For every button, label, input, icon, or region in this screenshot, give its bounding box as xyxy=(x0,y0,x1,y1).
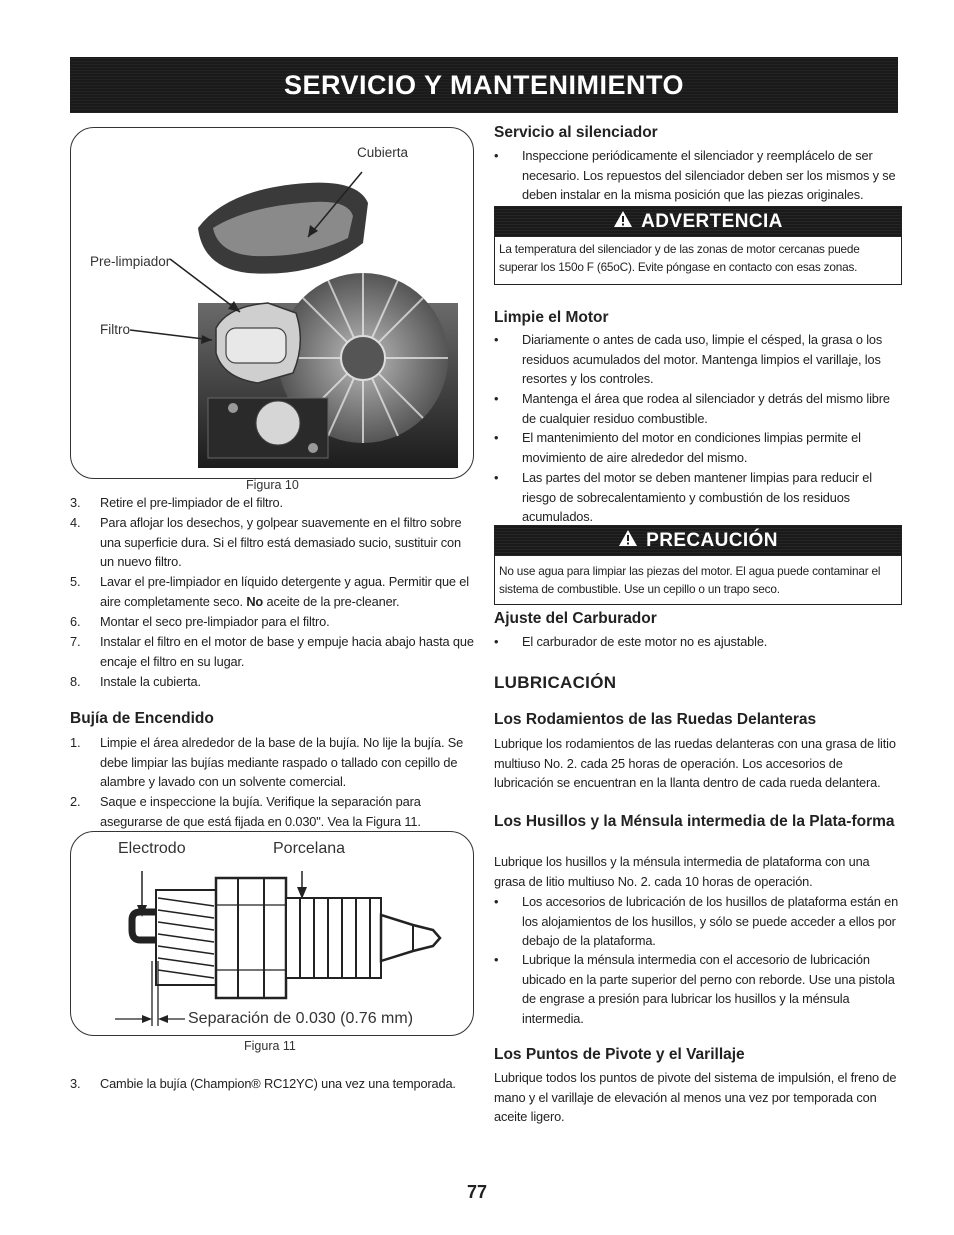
advertencia-header xyxy=(495,207,901,237)
step-3: 3. Retire el pre-limpiador de el filtro. xyxy=(70,495,283,510)
label-cubierta: Cubierta xyxy=(357,145,409,160)
motor-bullet-3: • El mantenimiento del motor en condiciones limpias permite el movimiento de aire alrededor del mismo. xyxy=(494,430,861,465)
label-porcelana: Porcelana xyxy=(273,840,346,857)
bujia-step-2: 2. Saque e inspeccione la bujía. Verifique la separación para asegurarse de que está fijada en 0.030". Vea la Figura 11. xyxy=(70,794,421,829)
silenciador-heading: Servicio al silenciador xyxy=(494,124,658,141)
step-6: 6. Montar el seco pre-limpiador para el filtro. xyxy=(70,614,330,629)
carburador-bullet: • El carburador de este motor no es ajustable. xyxy=(494,634,768,649)
step-5: 5. Lavar el pre-limpiador en líquido detergente y agua. Permitir que el aire completamente seco. No aceite de la pre-cleaner. xyxy=(70,574,469,609)
silenciador-bullet: • Inspeccione periódicamente el silenciador y reemplácelo de ser necesario. Los repuestos del silenciador deben ser los mismos y se deben instalar en la misma posición que las piezas originales. xyxy=(494,148,896,202)
precaucion-title: PRECAUCIÓN xyxy=(646,530,778,551)
rodamientos-heading: Los Rodamientos de las Ruedas Delanteras xyxy=(494,711,817,728)
motor-bullet-4: • Las partes del motor se deben mantener limpias para reducir el riesgo de sobrecalentamiento y combustión de los residuos acumulados. xyxy=(494,470,872,524)
carburador-heading: Ajuste del Carburador xyxy=(494,610,657,627)
bujia-step-1: 1. Limpie el área alrededor de la base de la bujía. No lije la bujía. Se debe limpiar las bujías mediante raspado o tallado con cepillo de alambre y lavado con un solvente comercial. xyxy=(70,735,464,789)
caution-triangle-icon xyxy=(618,529,638,553)
pivote-heading: Los Puntos de Pivote y el Varillaje xyxy=(494,1046,745,1063)
bujia-step-3: 3. Cambie la bujía (Champion® RC12YC) una vez una temporada. xyxy=(70,1076,456,1091)
advertencia-text: La temperatura del silenciador y de las zonas de motor cercanas puede superar los 150o F (65oC). Evite póngase en contacto con esas zonas. xyxy=(499,242,860,274)
precaucion-header xyxy=(495,526,901,556)
bujia-heading: Bujía de Encendido xyxy=(70,710,214,727)
figure-10-arrows xyxy=(70,127,470,477)
label-filtro: Filtro xyxy=(100,322,130,337)
warning-triangle-icon xyxy=(613,210,633,234)
advertencia-title: ADVERTENCIA xyxy=(641,211,783,232)
pivote-text: Lubrique todos los puntos de pivote del sistema de impulsión, el freno de mano y el varillaje de elevación al menos una vez por temporada con aceite ligero. xyxy=(494,1070,897,1124)
step-8: 8. Instale la cubierta. xyxy=(70,674,201,689)
label-prelimpiador: Pre-limpiador xyxy=(90,254,171,269)
husillos-heading: Los Husillos y la Ménsula intermedia de la Plata-forma xyxy=(494,813,895,830)
label-electrodo: Electrodo xyxy=(118,840,186,857)
label-separacion: Separación de 0.030 (0.76 mm) xyxy=(188,1010,414,1027)
advertencia-box xyxy=(494,206,902,285)
figure-11-arrows xyxy=(70,831,470,1031)
motor-bullet-2: • Mantenga el área que rodea al silenciador y detrás del mismo libre de cualquier residuo combustible. xyxy=(494,391,890,426)
precaucion-text: No use agua para limpiar las piezas del motor. El agua puede contaminar el sistema de combustible. Use un cepillo o un trapo seco. xyxy=(499,564,881,596)
banner-title: SERVICIO Y MANTENIMIENTO xyxy=(283,69,685,100)
lubricacion-heading: LUBRICACIÓN xyxy=(494,673,617,692)
husillos-text: Lubrique los husillos y la ménsula intermedia de plataforma con una grasa de litio multiuso No. 2. cada 10 horas de operación. xyxy=(494,854,870,889)
section-banner xyxy=(70,57,898,113)
precaucion-box xyxy=(494,525,902,605)
rodamientos-text: Lubrique los rodamientos de las ruedas delanteras con una grasa de litio multiuso No. 2. cada 25 horas de operación. Los accesorios de lubricación se encuentran en la llanta dentro de cada rueda delantera. xyxy=(494,736,896,790)
figure-10-caption: Figura 10 xyxy=(246,478,299,492)
husillos-bullet-2: • Lubrique la ménsula intermedia con el accesorio de lubricación ubicado en la parte superior del perno con reborde. Use una pistola de engrase a presión para lubricar los husillos y la ménsula intermedia. xyxy=(494,952,895,1026)
page-number: 77 xyxy=(466,1182,488,1202)
figure-11-caption: Figura 11 xyxy=(244,1039,296,1053)
motor-bullet-1: • Diariamente o antes de cada uso, limpie el césped, la grasa o los residuos acumulados del motor. Mantenga limpios el varillaje, los resortes y los controles. xyxy=(494,332,883,386)
step-7: 7. Instalar el filtro en el motor de base y empuje hacia abajo hasta que encaje el filtro en su lugar. xyxy=(70,634,474,669)
husillos-bullet-1: • Los accesorios de lubricación de los husillos de plataforma están en los alojamientos de los husillos, y sólo se puede acceder a ellos por debajo de la plataforma. xyxy=(494,894,899,948)
step-4: 4. Para aflojar los desechos, y golpear suavemente en el filtro sobre una superficie dura. Si el filtro está demasiado sucio, sustituir con un nuevo filtro. xyxy=(70,515,462,569)
motor-heading: Limpie el Motor xyxy=(494,309,609,326)
